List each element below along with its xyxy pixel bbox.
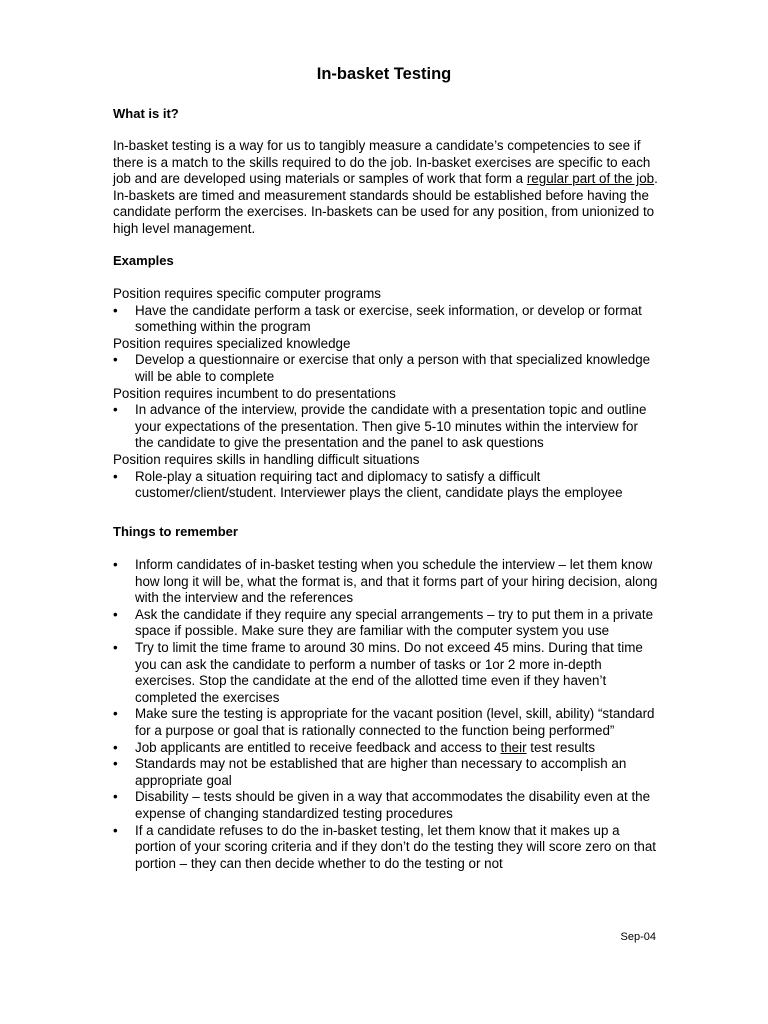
example-bullet-item [113, 303, 658, 336]
what-is-it-paragraph [113, 138, 658, 238]
remember-list-item [113, 740, 658, 757]
example-bullet-item [113, 352, 658, 385]
examples-list [113, 286, 658, 502]
footer-date: Sep-04 [620, 931, 656, 943]
remember-item-text: Try to limit the time frame to around 30 mins. Do not exceed 45 mins. During that time you can ask the candidate to perform a number of tasks or 1or 2 more in-depth exercises. Stop the candidate at the end of the allotted time even if they haven’t completed the exercises [135, 639, 643, 705]
bullet-marker: • [113, 352, 118, 368]
remember-item-text: Inform candidates of in-basket testing when you schedule the interview – let them know how long it will be, what the format is, and that it forms part of your hiring decision, along with the interview and the references [135, 557, 658, 606]
example-position-label: Position requires skills in handling difficult situations [113, 451, 420, 467]
remember-list-item [113, 557, 658, 607]
bullet-marker: • [113, 302, 118, 318]
bullet-marker: • [113, 402, 118, 418]
example-position-label: Position requires incumbent to do presentations [113, 385, 396, 401]
underlined-word: their [500, 739, 527, 755]
example-bullet-text: Have the candidate perform a task or exercise, seek information, or develop or format something within the program [135, 302, 642, 335]
item-text-part: test results [526, 739, 596, 755]
section-heading-what-is-it: What is it? [113, 106, 179, 121]
document-title: In-basket Testing [316, 65, 452, 83]
example-bullet-text: Develop a questionnaire or exercise that only a person with that specialized knowledge will be able to complete [135, 352, 651, 384]
bullet-marker: • [113, 756, 118, 772]
bullet-marker: • [113, 789, 118, 805]
remember-item-text [135, 740, 595, 755]
remember-item-text: Disability – tests should be given in a way that accommodates the disability even at the expense of changing standardized testing procedures [135, 789, 651, 821]
bullet-marker: • [113, 606, 118, 622]
item-text-part: Job applicants are entitled to receive feedback and access to [135, 739, 501, 755]
remember-item-text: If a candidate refuses to do the in-basket testing, let them know that it makes up a portion of your scoring criteria and if they don’t do the testing they will score zero on that portion – they can then decide whether to do the testing or not [135, 822, 657, 871]
paragraph-text: In-basket testing is a way for us to tangibly measure a candidate’s competencies to see if there is a match to the skills required to do the job. In-basket exercises are specific to each job and are developed using materials or samples of work that form a [113, 138, 651, 187]
remember-list-item [113, 607, 658, 640]
example-bullet-text: In advance of the interview, provide the candidate with a presentation topic and outline your expectations of the presentation. Then give 5-10 minutes within the interview for the candidate to give the presentation and the panel to ask questions [135, 402, 647, 451]
remember-item-text: Ask the candidate if they require any special arrangements – try to put them in a private space if possible. Make sure they are familiar with the computer system you use [135, 606, 654, 639]
example-position-label: Position requires specific computer programs [113, 286, 381, 301]
example-bullet-text: Role-play a situation requiring tact and diplomacy to satisfy a difficult customer/client/student. Interviewer plays the client, candidate plays the employee [135, 468, 623, 501]
remember-list-item [113, 640, 658, 706]
bullet-marker: • [113, 468, 118, 484]
remember-list-item [113, 823, 658, 873]
things-to-remember-list [113, 557, 658, 872]
underlined-phrase: regular part of the job [526, 171, 655, 187]
remember-list-item [113, 706, 658, 739]
example-bullet-item [113, 469, 658, 502]
remember-item-text: Make sure the testing is appropriate for the vacant position (level, skill, ability) “standard for a purpose or goal that is rationally connected to the function being performed” [135, 706, 655, 738]
remember-item-text: Standards may not be established that are higher than necessary to accomplish an appropriate goal [135, 756, 627, 788]
example-position-label: Position requires specialized knowledge [113, 335, 351, 351]
bullet-marker: • [113, 557, 118, 572]
bullet-marker: • [113, 822, 118, 838]
bullet-marker: • [113, 706, 118, 722]
remember-list-item [113, 756, 658, 789]
section-heading-things-to-remember: Things to remember [113, 524, 238, 539]
paragraph-text: . In-baskets are timed and measurement standards should be established before having the candidate perform the exercises. In-baskets can be used for any position, from unionized to high level management. [113, 171, 658, 236]
remember-list-item [113, 789, 658, 822]
bullet-marker: • [113, 739, 118, 755]
section-heading-examples: Examples [113, 253, 174, 268]
example-bullet-item [113, 402, 658, 452]
bullet-marker: • [113, 639, 118, 655]
